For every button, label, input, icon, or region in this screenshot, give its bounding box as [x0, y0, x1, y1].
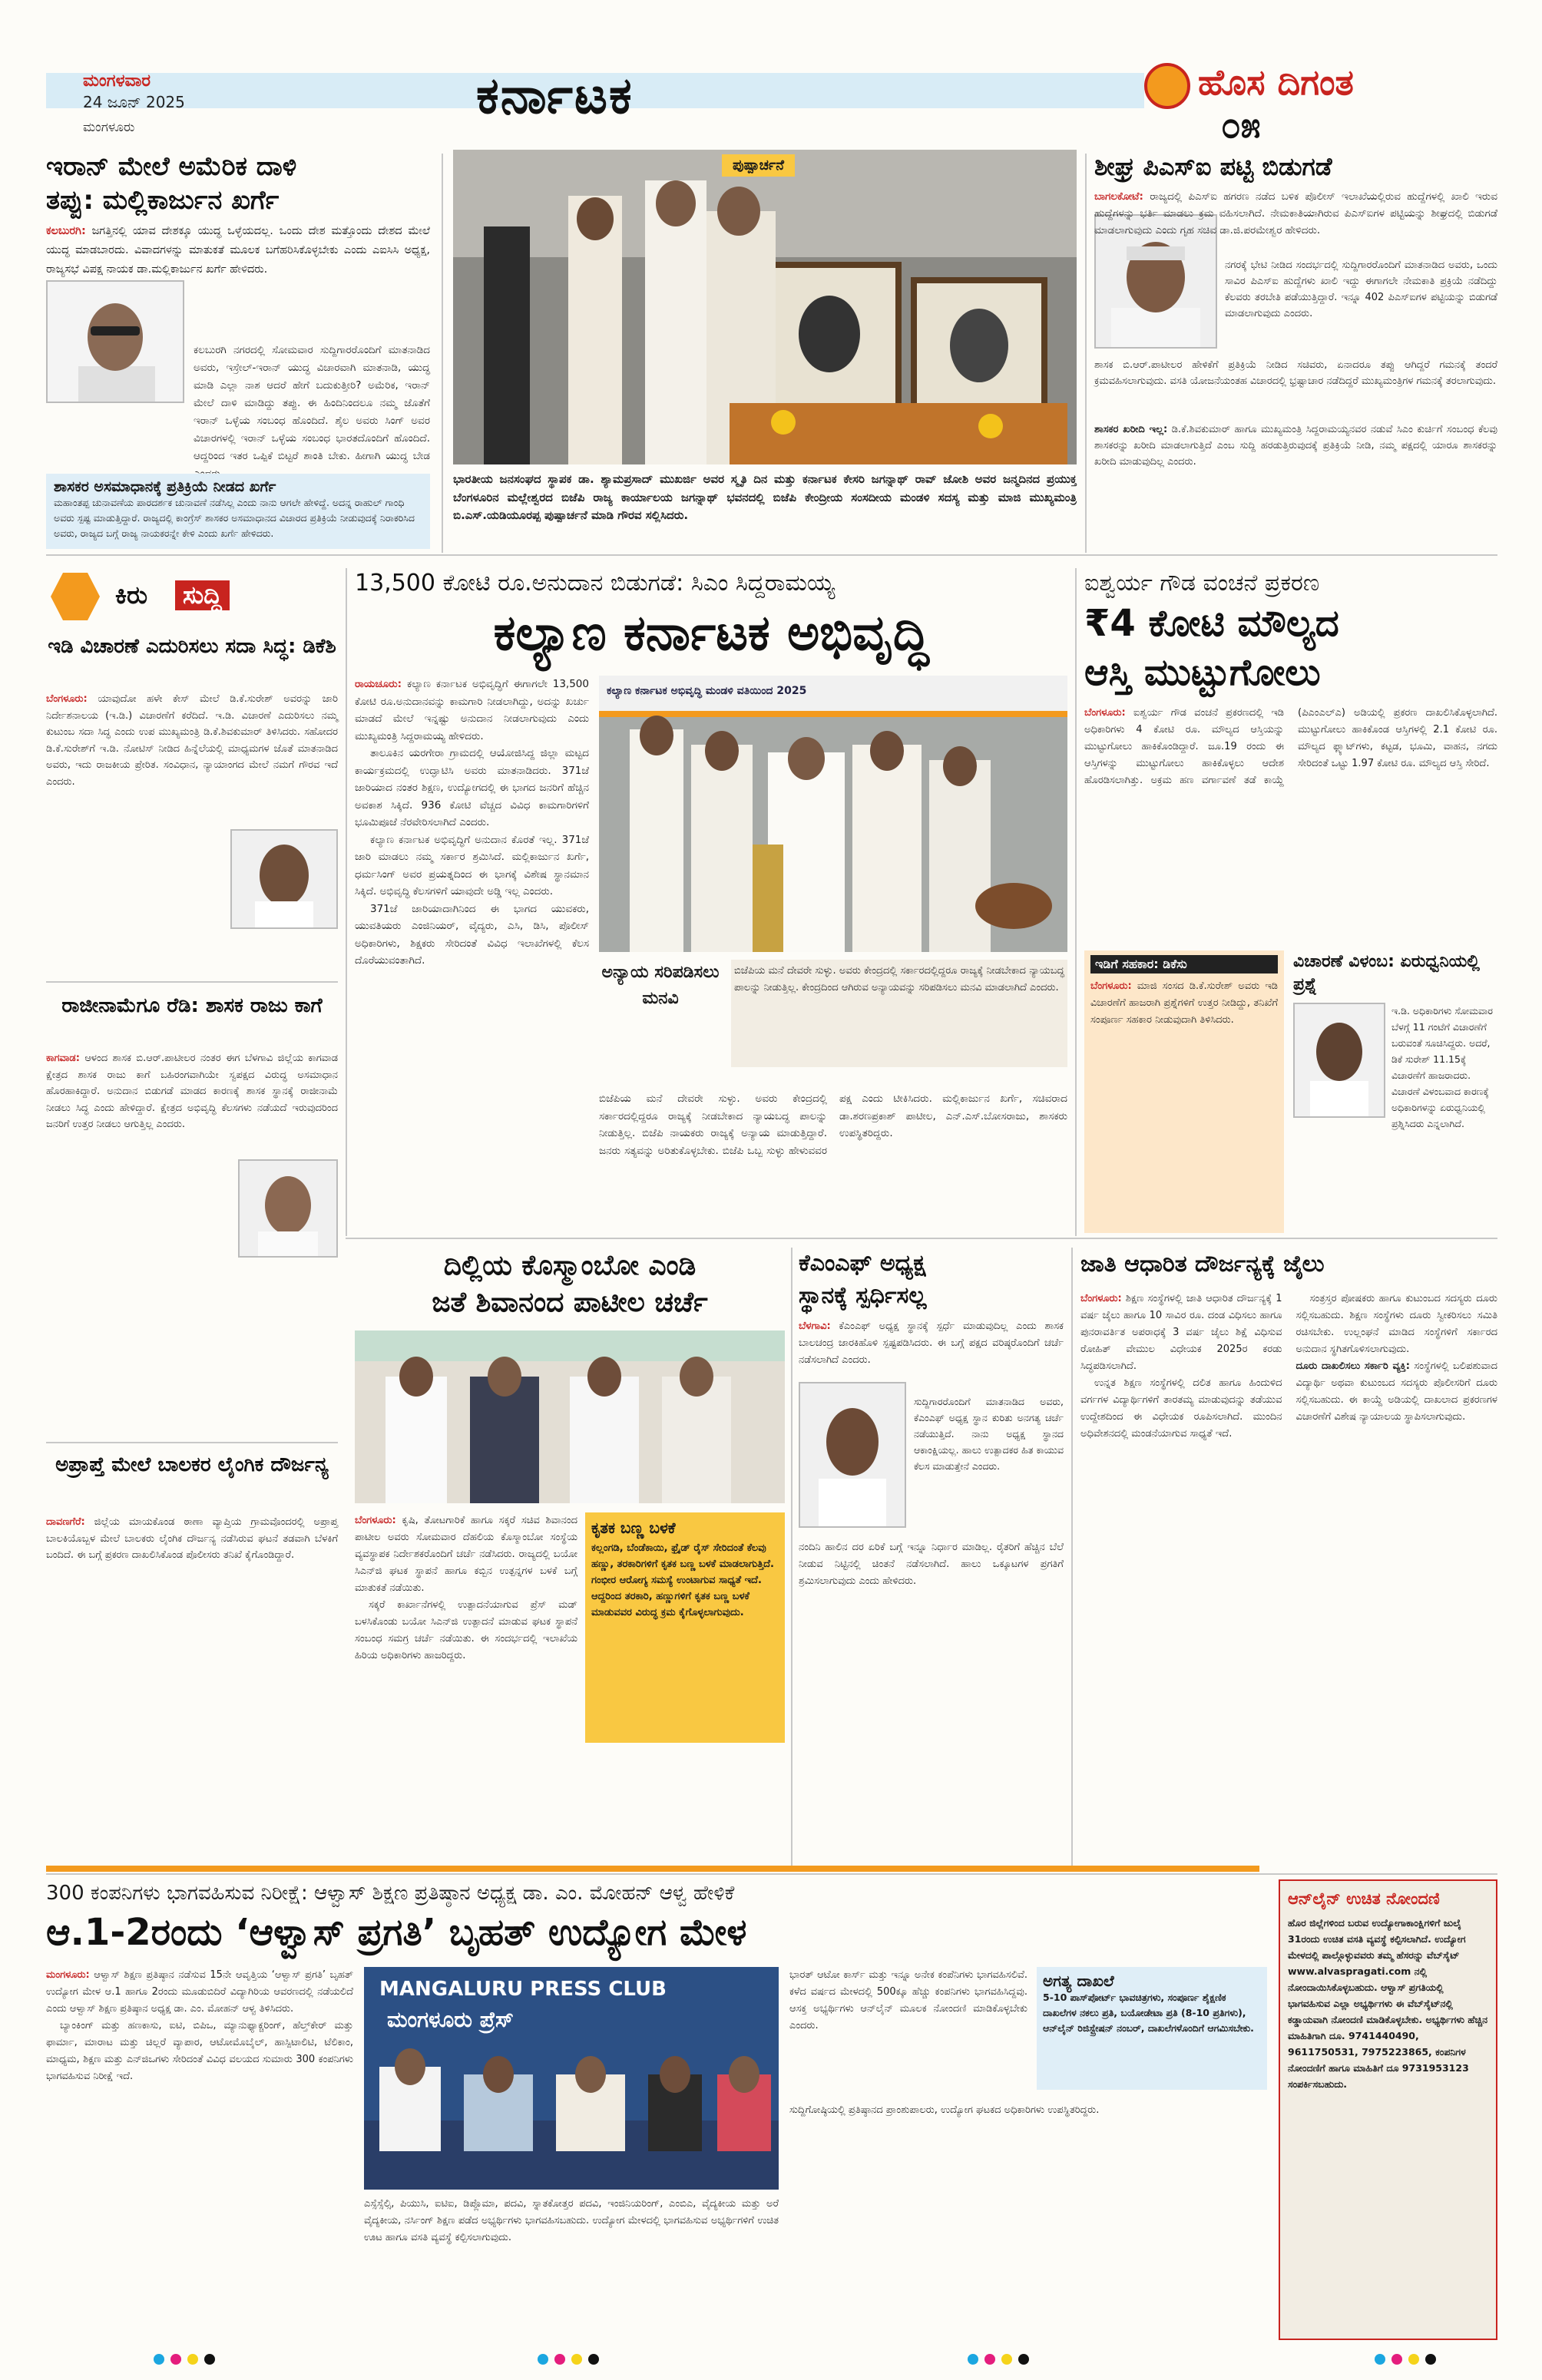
brief-title: ಇಡಿ ವಿಚಾರಣೆ ಎದುರಿಸಲು ಸದಾ ಸಿದ್ಧ: ಡಿಕೆಶಿ — [48, 635, 336, 658]
body-paragraph-2: ಕಲಬುರಗಿ ನಗರದಲ್ಲಿ ಸೋಮವಾರ ಸುದ್ದಿಗಾರರೊಂದಿಗೆ ಮಾತನಾಡಿದ ಅವರು, ಇಸ್ರೇಲ್-ಇರಾನ್ ಯುದ್ಧ ವಿಚಾರವಾಗಿ ಮಾತನಾಡಿ, ಯುದ್ಧ ಮಾಡಿ ಎಲ್ಲಾ ನಾಶ ಆದರೆ ಹೇಗೆ ಬದುಕುತ್ತೀರಿ? ಅಮೆರಿಕ, ಇರಾನ್ ಮೇಲೆ ದಾಳಿ ಮಾಡಿದ್ದು ತಪ್ಪು. ಈ ಹಿಂದಿನಿಂದಲೂ ನಮ್ಮ ಜೊತೆಗೆ ಇರಾನ್ ಒಳ್ಳೆಯ ಸಂಬಂಧ ಹೊಂದಿದೆ. ಶೈಲ ಅವರು ಸಿಂಗ್ ಅವರ ವಿಚಾರಗಳಲ್ಲಿ ಇರಾನ್ ಒಳ್ಳೆಯ ಸಂಬಂಧ ಭಾರತದೊಂದಿಗೆ ಹೊಂದಿದೆ. ಆದ್ದರಿಂದ ಇತರ ಒಪ್ಪಿಕೆ ಬಿಟ್ಟರೆ ಶಾಂತಿ ಬೇಕು. ಹೀಗಾಗಿ ಯುದ್ಧ ಬೇಡ — [194, 344, 430, 462]
para-1: ಶಿಕ್ಷಣ ಸಂಸ್ಥೆಗಳಲ್ಲಿ ಜಾತಿ ಆಧಾರಿತ ದೌರ್ಜನ್ಯಕ್ಕೆ 1 ವರ್ಷ ಜೈಲು ಹಾಗೂ 10 ಸಾವಿರ ರೂ. ದಂಡ ವಿಧಿಸಲು ಹಾಗೂ ಪುನರಾವರ್ತಿತ ಅಪರಾಧಕ್ಕೆ 3 ವರ್ಷ ಜೈಲು ಶಿಕ್ಷೆ ವಿಧಿಸುವ ರೋಹಿತ್ ವೇಮುಲ ವಿಧೇಯಕ 2025ರ ಕರಡು ಸಿದ್ಧಪಡಿಸಲಾಗಿದೆ. — [1080, 1293, 1282, 1372]
box-title: ಅಗತ್ಯ ದಾಖಲೆ — [1043, 1972, 1114, 1990]
headline: ಕೆಎಂಎಫ್ ಅಧ್ಯಕ್ಷ — [799, 1250, 926, 1277]
dateline-place: ಬೆಂಗಳೂರು: — [1084, 707, 1126, 719]
photo-caption: ಭಾರತೀಯ ಜನಸಂಘದ ಸ್ಥಾಪಕ ಡಾ. ಶ್ಯಾಮಪ್ರಸಾದ್ ಮುಖರ್ಜಿ ಅವರ ಸ್ಮೃತಿ ದಿನ ಮತ್ತು ಕರ್ನಾಟಕ ಕೇಸರಿ ಜಗನ್ನಾಥ್ ರಾವ್ ಜೋಶಿ ಅವರ ಜನ್ಮದಿನದ ಪ್ರಯುಕ್ತ ಬೆಂಗಳೂರಿನ ಮಲ್ಲೇಶ್ವರದ ಬಿಜೆಪಿ ರಾಜ್ಯ ಕಾರ್ಯಾಲಯ ಜಗನ್ನಾಥ್ ಭವನದಲ್ಲಿ ಬಿಜೆಪಿ ಕೇಂದ್ರೀಯ ಸಂಸದೀಯ ಮಂಡಳಿ ಸದಸ್ಯ ಮತ್ತು ಮಾಜಿ ಮುಖ್ಯಮಂತ್ರಿ ಬಿ.ಎಸ್.ಯಡಿಯೂರಪ್ಪ ಪುಷ್ಪಾರ್ಚನೆ ಮಾಡಿ ಗೌರವ ಸಲ್ಲಿಸಿದರು. — [453, 472, 1077, 522]
body-text-bottom: ನಂದಿನಿ ಹಾಲಿನ ದರ ಏರಿಕೆ ಬಗ್ಗೆ ಇನ್ನೂ ನಿರ್ಧಾರ ಮಾಡಿಲ್ಲ. ರೈತರಿಗೆ ಹೆಚ್ಚಿನ ಬೆಲೆ ನೀಡುವ ನಿಟ್ಟಿನಲ್ಲಿ ಚಿಂತನೆ ನಡೆಸಲಾಗಿದೆ. ಹಾಲು ಒಕ್ಕೂಟಗಳ ಪ್ರಗತಿಗೆ ಶ್ರಮಿಸಲಾಗುವುದು ಎಂದು ಹೇಳಿದರು. — [799, 1542, 1064, 1587]
body-col-4: ಸುದ್ದಿಗೋಷ್ಠಿಯಲ್ಲಿ ಪ್ರತಿಷ್ಠಾನದ ಪ್ರಾಂಶುಪಾಲರು, ಉದ್ಯೋಗ ಘಟಕದ ಅಧಿಕಾರಿಗಳು ಉಪಸ್ಥಿತರಿದ್ದರು. — [789, 2104, 1100, 2116]
para-1: ರಾಜ್ಯದಲ್ಲಿ ಪಿಎಸ್‌ಐ ಹಗರಣ ನಡೆದ ಬಳಿಕ ಪೊಲೀಸ್ ಇಲಾಖೆಯಲ್ಲಿರುವ ಹುದ್ದೆಗಳಲ್ಲಿ ಖಾಲಿ ಇರುವ ಹುದ್ದೆಗಳನ್ನು ಭರ್ತಿ ಮಾಡಲು ಕ್ರಮ ವಹಿಸಲಾಗಿದೆ. ನೇಮಕಾತಿಯಾಗಿರುವ ಪಿಎಸ್‌ಐಗಳ ಪಟ್ಟಿಯನ್ನು ಶೀಘ್ರದಲ್ಲಿ ಬಿಡುಗಡೆ ಮಾಡಲಾಗುವುದು ಎಂದು ಗೃಹ ಸಚಿವ ಡಾ.ಜಿ.ಪರಮೇಶ್ವರ ಹೇಳಿದರು. — [1094, 190, 1497, 236]
masthead-city: ಮಂಗಳೂರು — [83, 120, 135, 135]
body-text — [1084, 705, 1497, 943]
registration-marks — [0, 2349, 1542, 2372]
para-1: ಆಳ್ವಾಸ್ ಶಿಕ್ಷಣ ಪ್ರತಿಷ್ಠಾನ ನಡೆಸುವ 15ನೇ ಆವೃತ್ತಿಯ ‘ಆಳ್ವಾಸ್ ಪ್ರಗತಿ’ ಬೃಹತ್ ಉದ್ಯೋಗ ಮೇಳ ಆ.1 ಹಾಗೂ 2ರಂದು ಮೂಡುಬಿದಿರೆ ವಿದ್ಯಾಗಿರಿಯ ಆವರಣದಲ್ಲಿ ನಡೆಯಲಿದೆ ಎಂದು ಆಳ್ವಾಸ್ ಶಿಕ್ಷಣ ಪ್ರತಿಷ್ಠಾನ ಅಧ್ಯಕ್ಷ ಡಾ. ಎಂ. ಮೋಹನ್ ಆಳ್ವ ತಿಳಿಸಿದರು. — [46, 1969, 353, 2015]
brand-panel — [1144, 54, 1482, 146]
portrait-icon — [1295, 1004, 1384, 1116]
artificial-color-box — [585, 1512, 785, 1743]
side-text: ಇ.ಡಿ. ಅಧಿಕಾರಿಗಳು ಸೋಮವಾರ ಬೆಳಗ್ಗೆ 11 ಗಂಟೆಗೆ ವಿಚಾರಣೆಗೆ ಬರುವಂತೆ ಸೂಚಿಸಿದ್ದರು. ಅದರೆ, ಡಿಕೆ ಸುರೇಶ್ 11.15ಕ್ಕೆ ವಿಚಾರಣೆಗೆ ಹಾಜರಾದರು. ವಿಚಾರಣೆ ವಿಳಂಬವಾದ ಕಾರಣಕ್ಕೆ ಅಧಿಕಾರಿಗಳನ್ನು ಏರುಧ್ವನಿಯಲ್ಲಿ ಪ್ರಶ್ನಿಸಿದರು ಎನ್ನಲಾಗಿದೆ. — [1391, 1005, 1494, 1129]
box-text: ಕಲ್ಲಂಗಡಿ, ಬೆಂಡೆಕಾಯಿ, ಫ್ರೈಡ್ ರೈಸ್ ಸೇರಿದಂತೆ ಕೆಲವು ಹಣ್ಣು, ತರಕಾರಿಗಳಿಗೆ ಕೃತಕ ಬಣ್ಣ ಬಳಕೆ ಮಾಡಲಾಗುತ್ತಿದೆ. ಗಂಭೀರ ಆರೋಗ್ಯ ಸಮಸ್ಯೆ ಉಂಟಾಗುವ ಸಾಧ್ಯತೆ ಇದೆ. ಆದ್ದರಿಂದ ತರಕಾರಿ, ಹಣ್ಣುಗಳಿಗೆ ಕೃತಕ ಬಣ್ಣ ಬಳಕೆ ಮಾಡುವವರ ವಿರುದ್ಧ ಕ್ರಮ ಕೈಗೊಳ್ಳಲಾಗುವುದು. — [591, 1542, 774, 1618]
story-psi — [1094, 150, 1497, 549]
color-dot — [154, 2354, 164, 2365]
headline: ಶೀಘ್ರ ಪಿಎಸ್‌ಐ ಪಟ್ಟಿ ಬಿಡುಗಡೆ — [1094, 152, 1332, 181]
masthead-date: 24 ಜೂನ್ 2025 — [83, 93, 185, 111]
kharge-subbox — [46, 474, 430, 549]
brief-text-2 — [46, 1050, 338, 1327]
kicker: 300 ಕಂಪನಿಗಳು ಭಾಗವಹಿಸುವ ನಿರೀಕ್ಷೆ: ಆಳ್ವಾಸ್ ಶಿಕ್ಷಣ ಪ್ರತಿಷ್ಠಾನ ಅಧ್ಯಕ್ಷ ಡಾ. ಎಂ. ಮೋಹನ್ ಆಳ್ವ ಹೇಳಿಕೆ — [46, 1882, 735, 1905]
box-title: ಕೃತಕ ಬಣ್ಣ ಬಳಕೆ — [591, 1519, 676, 1537]
side-title: ವಿಚಾರಣೆ ವಿಳಂಬ: ಏರುಧ್ವನಿಯಲ್ಲಿ ಪ್ರಶ್ನೆ — [1293, 952, 1480, 994]
subhead-text: ಡಿ.ಕೆ.ಶಿವಕುಮಾರ್ ಹಾಗೂ ಮುಖ್ಯಮಂತ್ರಿ ಸಿದ್ದರಾಮಯ್ಯನವರ ನಡುವೆ ಸಿಎಂ ಕುರ್ಚಿಗೆ ಸಂಬಂಧ ಕೆಲವು ಶಾಸಕರನ್ನು ಖರೀದಿ ಮಾಡಲಾಗುತ್ತಿದೆ ಎಂಬ ಸುದ್ದಿ ಹರಡುತ್ತಿರುವುದಕ್ಕೆ ಪ್ರತಿಕ್ರಿಯೆ ನೀಡಿ, ನಮ್ಮ ಪಕ್ಷದಲ್ಲಿ ಯಾರೂ ಶಾಸಕರನ್ನು ಖರೀದಿ ಮಾಡುವುದಿಲ್ಲ ಎಂದರು. — [1094, 424, 1497, 468]
body-paragraph-2: ನಗರಕ್ಕೆ ಭೇಟಿ ನೀಡಿದ ಸಂದರ್ಭದಲ್ಲಿ ಸುದ್ದಿಗಾರರೊಂದಿಗೆ ಮಾತನಾಡಿದ ಅವರು, ಒಂದು ಸಾವಿರ ಪಿಎಸ್‌ಐ ಹುದ್ದೆಗಳು ಖಾಲಿ ಇದ್ದು ಈಗಾಗಲೇ ನೇಮಕಾತಿ ಪ್ರಕ್ರಿಯೆ ನಡೆದಿದ್ದು ಕೆಲವರು ತರಬೇತಿ ಪಡೆಯುತ್ತಿದ್ದಾರೆ. ಇನ್ನೂ 402 ಪಿಎಸ್‌ಐಗಳ ಪಟ್ಟಿಯನ್ನು ಬಿಡುಗಡೆ ಮಾಡಲಾಗುವುದು ಎಂದರು. — [1225, 259, 1497, 319]
color-dot — [571, 2354, 582, 2365]
headline: ಜಾತಿ ಆಧಾರಿತ ದೌರ್ಜನ್ಯಕ್ಕೆ ಜೈಲು — [1080, 1251, 1325, 1278]
para-2: ಬ್ಯಾಂಕಿಂಗ್ ಮತ್ತು ಹಣಕಾಸು, ಐಟಿ, ಬಿಪಿಒ, ಮ್ಯಾನುಫ್ಯಾಕ್ಚರಿಂಗ್, ಹೆಲ್ತ್‌ಕೇರ್ ಮತ್ತು ಫಾರ್ಮಾ, ಮಾರಾಟ ಮತ್ತು ಚಿಲ್ಲರೆ ವ್ಯಾಪಾರ, ಆಟೋಮೊಬೈಲ್, ಹಾಸ್ಪಿಟಾಲಿಟಿ, ಟೆಲಿಕಾಂ, ಮಾಧ್ಯಮ, ಶಿಕ್ಷಣ ಮತ್ತು ಎನ್‌ಜಿಒಗಳು ಸೇರಿದಂತೆ ವಿವಿಧ ವಲಯದ ಸುಮಾರು 300 ಕಂಪನಿಗಳು ಭಾಗವಹಿಸುವ ನಿರೀಕ್ಷೆ ಇದೆ. — [46, 2020, 353, 2082]
documents-box — [1037, 1967, 1267, 2090]
brief-title-2: ರಾಜೀನಾಮೆಗೂ ರೆಡಿ: ಶಾಸಕ ರಾಜು ಕಾಗೆ — [61, 994, 323, 1017]
label-a: ಕಿರು — [115, 580, 148, 610]
story-kharge — [46, 150, 430, 549]
story-cosmo — [355, 1248, 785, 1869]
registration-box — [1279, 1879, 1497, 2340]
color-dot — [1408, 2354, 1419, 2365]
body-col-1 — [355, 1512, 577, 1866]
dateline-place: ಬಾಗಲಕೋಟೆ: — [1094, 190, 1143, 203]
brief-text-3 — [46, 1514, 338, 1821]
dateline-place: ಮಂಗಳೂರು: — [46, 1969, 90, 1981]
body-col-3: ಭಾರತ್ ಆಟೋ ಕಾರ್ಸ್ ಮತ್ತು ಇನ್ನೂ ಅನೇಕ ಕಂಪೆನಿಗಳು ಭಾಗವಹಿಸಲಿವೆ. ಕಳೆದ ವರ್ಷದ ಮೇಳದಲ್ಲಿ 500ಕ್ಕೂ ಹೆಚ್ಚು ಕಂಪನಿಗಳು ಭಾಗವಹಿಸಿದ್ದವು. ಆಸಕ್ತ ಅಭ್ಯರ್ಥಿಗಳು ಆನ್‌ಲೈನ್ ಮೂಲಕ ನೋಂದಣಿ ಮಾಡಿಕೊಳ್ಳಬೇಕು ಎಂದರು. — [789, 1969, 1027, 2031]
headline-line2: ಜತೆ ಶಿವಾನಂದ ಪಾಟೀಲ ಚರ್ಚೆ — [432, 1287, 708, 1318]
subhead-text: ಮಹಾಂತಪ್ಪ ಚುನಾವಣೆಯ ಪಾರದರ್ಶಕ ಚುನಾವಣೆ ನಡೆಸಿಲ್ಲ ಎಂದು ನಾನು ಆಗಲೇ ಹೇಳಿದ್ದೆ. ಅದನ್ನ ರಾಹುಲ್ ಗಾಂಧಿ ಅವರು ಸ್ಪಷ್ಟ ಮಾಡುತ್ತಿದ್ದಾರೆ. ರಾಜ್ಯದಲ್ಲಿ ಕಾಂಗ್ರೆಸ್ ಶಾಸಕರ ಅಸಮಾಧಾನದ ವಿಚಾರದ ಪ್ರತಿಕ್ರಿಯೆ ನೀಡುವುದಕ್ಕೆ ನಿರಾಕರಿಸಿದ ಅವರು, ರಾಜ್ಯದ ಬಗ್ಗೆ ರಾಜ್ಯ ನಾಯಕರನ್ನೇ ಕೇಳಿ ಎಂದು ಖರ್ಗೆ ಹೇಳಿದರು. — [54, 497, 415, 539]
pull-quote-box — [599, 960, 722, 1083]
subsection — [1296, 1358, 1498, 1426]
reg-title: ಆನ್‌ಲೈನ್ ಉಚಿತ ನೋಂದಣಿ — [1288, 1889, 1440, 1908]
dksu-box — [1084, 950, 1284, 1233]
box-text: 5-10 ಪಾಸ್‌ಪೋರ್ಟ್ ಭಾವಚಿತ್ರಗಳು, ಸಂಪೂರ್ಣ ಶೈಕ್ಷಣಿಕ ದಾಖಲೆಗಳ ನಕಲು ಪ್ರತಿ, ಬಯೋಡೇಟಾ ಪ್ರತಿ (8-10 ಪ್ರತಿಗಳು), ಆನ್‌ಲೈನ್ ರಿಜಿಸ್ಟ್ರೇಷನ್ ನಂಬರ್, ದಾಖಲೆಗಳೊಂದಿಗೆ ಆಗಮಿಸಬೇಕು. — [1043, 1992, 1254, 2034]
color-dot — [554, 2354, 565, 2365]
box-text — [1090, 978, 1278, 1029]
meeting-scene-icon — [355, 1330, 785, 1503]
photo-sign-en: MANGALURU PRESS CLUB — [379, 1978, 667, 2001]
lead-column-2: ಬಿಜೆಪಿಯ ಮನೆ ದೇವರೇ ಸುಳ್ಳು. ಅವರು ಕೇಂದ್ರದಲ್ಲಿ ಸರ್ಕಾರದಲ್ಲಿದ್ದರೂ ರಾಜ್ಯಕ್ಕೆ ನೀಡಬೇಕಾದ ನ್ಯಾಯಬದ್ಧ ಪಾಲನ್ನು ನೀಡುತ್ತಿಲ್ಲ. ಬಿಜೆಪಿ ನಾಯಕರು ರಾಜ್ಯಕ್ಕೆ ಅನ್ಯಾಯ ಮಾಡುತ್ತಿದ್ದಾರೆ. ಜನರು ಸತ್ಯವನ್ನು ಅರಿತುಕೊಳ್ಳಬೇಕು. ಬಿಜೆಪಿ ಒಬ್ಬ ಸುಳ್ಳು ಹೇಳುವವರ ಪಕ್ಷ ಎಂದು ಟೀಕಿಸಿದರು. ಮಲ್ಲಿಕಾರ್ಜುನ ಖರ್ಗೆ, ಸಚಿವರಾದ ಡಾ.ಶರಣಪ್ರಕಾಶ್ ಪಾಟೀಲ, ಎನ್.ಎಸ್.ಬೋಸರಾಜು, ಶಾಸಕರು ಉಪಸ್ಥಿತರಿದ್ದರು. — [599, 1092, 1067, 1157]
para-2: ಮುಟ್ಟುಗೋಲು ಹಾಕಿಕೊಂಡ ಆಸ್ತಿಗಳಲ್ಲಿ 2.1 ಕೋಟಿ ರೂ. ಮೌಲ್ಯದ ಫ್ಲ್ಯಾಟ್‌ಗಳು, ಕಟ್ಟಡ, ಭೂಮಿ, ವಾಹನ, ನಗದು ಸೇರಿದಂತೆ ಒಟ್ಟು 1.97 ಕೋಟಿ ರೂ. ಮೌಲ್ಯದ ಆಸ್ತಿ ಸೇರಿದೆ. — [1298, 724, 1497, 769]
headline-line2: ತಪ್ಪು: ಮಲ್ಲಿಕಾರ್ಜುನ ಖರ್ಗೆ — [46, 185, 280, 216]
story-kmf — [799, 1248, 1064, 1869]
color-dot — [968, 2354, 978, 2365]
masthead — [0, 0, 1542, 154]
brief-body: ಯಾವುದೋ ಹಳೇ ಕೇಸ್ ಮೇಲೆ ಡಿ.ಕೆ.ಸುರೇಶ್ ಅವರನ್ನು ಜಾರಿ ನಿರ್ದೇಶನಾಲಯ (ಇ.ಡಿ.) ವಿಚಾರಣೆಗೆ ಕರೆದಿದೆ. ಇ.ಡಿ. ವಿಚಾರಣೆ ಎದುರಿಸಲು ನಮ್ಮ ಕುಟುಂಬ ಸದಾ ಸಿದ್ಧ ಎಂದು ಉಪ ಮುಖ್ಯಮಂತ್ರಿ ಡಿ.ಕೆ.ಶಿವಕುಮಾರ್ ತಿಳಿಸಿದರು. ಸಹೋದರ ಡಿ.ಕೆ.ಸುರೇಶ್‌ಗೆ ಇ.ಡಿ. ನೋಟಿಸ್ ನೀಡಿದ ಹಿನ್ನೆಲೆಯಲ್ಲಿ ಮಾಧ್ಯಮಗಳ ಜೊತೆ ಮಾತನಾಡಿದ ಅವರು, ಇದು ರಾಜಕೀಯ ಪ್ರೇರಿತ. ಸಂವಿಧಾನ, ನ್ಯಾಯಾಂಗದ ಮೇಲೆ ನಮಗೆ ಗೌರವ ಇದೆ ಎಂದರು. — [46, 693, 338, 788]
headline-line2: ಸ್ಥಾನಕ್ಕೆ ಸ್ಪರ್ಧಿಸಲ್ಲ — [799, 1282, 927, 1309]
story-aishwarya — [1084, 568, 1497, 1233]
headline: ದಿಲ್ಲಿಯ ಕೊಸ್ಮಾಂಬೋ ಎಂಡಿ — [443, 1250, 697, 1281]
section-title: ಕರ್ನಾಟಕ — [476, 66, 634, 125]
para-2: ಉನ್ನತ ಶಿಕ್ಷಣ ಸಂಸ್ಥೆಗಳಲ್ಲಿ ದಲಿತ ಹಾಗೂ ಹಿಂದುಳಿದ ವರ್ಗಗಳ ವಿದ್ಯಾರ್ಥಿಗಳಿಗೆ ತಾರತಮ್ಯ ಮಾಡುವುದನ್ನು ತಡೆಯುವ ಉದ್ದೇಶದಿಂದ ಈ ವಿಧೇಯಕ ರೂಪಿಸಲಾಗಿದೆ. ಮುಂದಿನ ಅಧಿವೇಶನದಲ್ಲಿ ಮಂಡನೆಯಾಗುವ ಸಾಧ್ಯತೆ ಇದೆ. — [1080, 1377, 1282, 1440]
kiru-suddi-column — [46, 568, 338, 1827]
headline-line2: ಆಸ್ತಿ ಮುಟ್ಟುಗೋಲು — [1084, 651, 1321, 694]
cosmo-photo — [355, 1330, 785, 1503]
subsection — [1094, 421, 1497, 549]
body-paragraph — [1094, 188, 1497, 239]
kharge-photo — [46, 280, 184, 403]
color-dot — [1425, 2354, 1436, 2365]
kiru-suddi-banner — [46, 568, 338, 625]
para-1: ಕೆಎಂಎಫ್ ಅಧ್ಯಕ್ಷ ಸ್ಥಾನಕ್ಕೆ ಸ್ಪರ್ಧೆ ಮಾಡುವುದಿಲ್ಲ ಎಂದು ಶಾಸಕ ಬಾಲಚಂದ್ರ ಜಾರಕಿಹೊಳಿ ಸ್ಪಷ್ಟಪಡಿಸಿದರು. ಈ ಬಗ್ಗೆ ಪಕ್ಷದ ವರಿಷ್ಠರೊಂದಿಗೆ ಚರ್ಚೆ ನಡೆಸಲಾಗಿದೆ ಎಂದರು. — [799, 1321, 1064, 1366]
color-dot — [984, 2354, 995, 2365]
dateline-place: ಬೆಂಗಳೂರು: — [46, 693, 88, 705]
subhead: ಶಾಸಕರ ಅಸಮಾಧಾನಕ್ಕೆ ಪ್ರತಿಕ್ರಿಯೆ ನೀಡದ ಖರ್ಗೆ — [54, 478, 276, 495]
lead-photo — [599, 676, 1067, 952]
color-dot — [1018, 2354, 1029, 2365]
subhead: ಶಾಸಕರ ಖರೀದಿ ಇಲ್ಲ: — [1094, 424, 1168, 435]
brief-text — [46, 691, 338, 967]
headline: ಆ.1-2ರಂದು ‘ಆಳ್ವಾಸ್ ಪ್ರಗತಿ’ ಬೃಹತ್ ಉದ್ಯೋಗ ಮೇಳ — [46, 1911, 747, 1954]
color-dot — [170, 2354, 181, 2365]
body-text-side: ಸುದ್ದಿಗಾರರೊಂದಿಗೆ ಮಾತನಾಡಿದ ಅವರು, ಕೆಎಂಎಫ್ ಅಧ್ಯಕ್ಷ ಸ್ಥಾನ ಕುರಿತು ಅನಗತ್ಯ ಚರ್ಚೆ ನಡೆಯುತ್ತಿದೆ. ನಾನು ಅಧ್ಯಕ್ಷ ಸ್ಥಾನದ ಆಕಾಂಕ್ಷಿಯಲ್ಲ. ಹಾಲು ಉತ್ಪಾದಕರ ಹಿತ ಕಾಯುವ ಕೆಲಸ ಮಾಡುತ್ತೇನೆ ಎಂದರು. — [914, 1396, 1064, 1472]
body-col-2: ಎಸ್ಸೆಸ್ಸೆಲ್ಸಿ, ಪಿಯುಸಿ, ಐಟಿಐ, ಡಿಪ್ಲೊಮಾ, ಪದವಿ, ಸ್ನಾತಕೋತ್ತರ ಪದವಿ, ಇಂಜಿನಿಯರಿಂಗ್, ಎಂಬಿಎ, ವೈದ್ಯಕೀಯ ಮತ್ತು ಅರೆ ವೈದ್ಯಕೀಯ, ನರ್ಸಿಂಗ್ ಶಿಕ್ಷಣ ಪಡೆದ ಅಭ್ಯರ್ಥಿಗಳು ಭಾಗವಹಿಸಬಹುದು. ಉದ್ಯೋಗ ಮೇಳದಲ್ಲಿ ಭಾಗವಹಿಸುವ ಅಭ್ಯರ್ಥಿಗಳಿಗೆ ಉಚಿತ ಊಟ ಹಾಗೂ ವಸತಿ ವ್ಯವಸ್ಥೆ ಕಲ್ಪಿಸಲಾಗುವುದು. — [364, 2198, 779, 2243]
body-paragraph-3: ಶಾಸಕ ಬಿ.ಆರ್.ಪಾಟೀಲರ ಹೇಳಿಕೆಗೆ ಪ್ರತಿಕ್ರಿಯೆ ನೀಡಿದ ಸಚಿವರು, ಏನಾದರೂ ತಪ್ಪು ಆಗಿದ್ದರೆ ಗಮನಕ್ಕೆ ತಂದರೆ ಕ್ರಮವಹಿಸಲಾಗುವುದು. ವಸತಿ ಯೋಜನೆಯಂತಹ ವಿಚಾರದಲ್ಲಿ ಭ್ರಷ್ಟಾಚಾರ ನಡೆದಿದ್ದರೆ ಮುಖ್ಯಮಂತ್ರಿಗಳ ಗಮನಕ್ಕೆ ತರಲಾಗುವುದು. — [1094, 359, 1497, 387]
headline: ₹4 ಕೋಟಿ ಮೌಲ್ಯದ — [1084, 602, 1339, 645]
photo-sign-kn: ಮಂಗಳೂರು ಪ್ರೆಸ್ — [387, 2007, 514, 2032]
lead-headline: ಕಲ್ಯಾಣ ಕರ್ನಾಟಕ ಅಭಿವೃದ್ಧಿ — [493, 605, 929, 662]
para-4: 371ಜೆ ಜಾರಿಯಾದಾಗಿನಿಂದ ಈ ಭಾಗದ ಯುವಕರು, ಯುವತಿಯರು ಎಂಜಿನಿಯರ್, ವೈದ್ಯರು, ಎಸಿ, ಡಿಸಿ, ಪೊಲೀಸ್ ಅಧಿಕಾರಿಗಳು, ಶಿಕ್ಷಕರು ಸೇರಿದಂತೆ ವಿವಿಧ ಇಲಾಖೆಗಳಲ್ಲಿ ಕೆಲಸ ದೊರೆಯುವಂತಾಗಿದೆ. — [355, 902, 589, 967]
center-photo-block — [453, 150, 1077, 549]
dateline-place: ಬೆಳಗಾವಿ: — [799, 1321, 831, 1332]
subhead: ದೂರು ದಾಖಲಿಸಲು ಸರ್ಕಾರಿ ವ್ಯಕ್ತಿ: — [1295, 1360, 1411, 1372]
box-title: ಇಡಿಗೆ ಸಹಕಾರ: ಡಿಕೆಸು — [1090, 955, 1278, 973]
dateline-place: ಬೆಂಗಳೂರು: — [1090, 980, 1132, 992]
reg-text: ಹೊರ ಜಿಲ್ಲೆಗಳಿಂದ ಬರುವ ಉದ್ಯೋಗಾಕಾಂಕ್ಷಿಗಳಿಗೆ ಜುಲೈ 31ರಂದು ಉಚಿತ ವಸತಿ ವ್ಯವಸ್ಥೆ ಕಲ್ಪಿಸಲಾಗಿದೆ. ಉದ್ಯೋಗ ಮೇಳದಲ್ಲಿ ಪಾಲ್ಗೊಳ್ಳುವವರು ತಮ್ಮ ಹೆಸರನ್ನು ವೆಬ್‌ಸೈಟ್ www.alvaspragati.com ನಲ್ಲಿ ನೋಂದಾಯಿಸಿಕೊಳ್ಳಬಹುದು. ಆಳ್ವಾಸ್ ಪ್ರಗತಿಯಲ್ಲಿ ಭಾಗವಹಿಸುವ ಎಲ್ಲಾ ಅಭ್ಯರ್ಥಿಗಳು ಈ ವೆಬ್‌ಸೈಟ್‌ನಲ್ಲಿ ಕಡ್ಡಾಯವಾಗಿ ನೋಂದಣಿ ಮಾಡಿಕೊಳ್ಳಬೇಕು. ಅಭ್ಯರ್ಥಿಗಳು ಹೆಚ್ಚಿನ ಮಾಹಿತಿಗಾಗಿ ದೂ. 9741440490, 9611750531, 7975223865, ಕಂಪನಿಗಳ ನೋಂದಣಿಗೆ ಹಾಗೂ ಮಾಹಿತಿಗೆ ದೂ 9731953123 ಸಂಪರ್ಕಿಸಬಹುದು. — [1288, 1917, 1488, 2090]
dateline-place: ಕಲಬುರಗಿ: — [46, 225, 86, 237]
brand-logo-icon — [1144, 63, 1190, 109]
label-b: ಸುದ್ದಿ — [175, 580, 230, 610]
hand-icon — [51, 573, 100, 620]
lead-column-1 — [355, 676, 589, 1228]
press-club-photo — [364, 1967, 779, 2190]
portrait-icon — [800, 1383, 905, 1526]
suresh-photo — [1293, 1003, 1385, 1118]
dateline-place: ದಾವಣಗೆರೆ: — [46, 1516, 85, 1528]
dateline-place: ಬೆಂಗಳೂರು: — [1080, 1293, 1122, 1304]
masthead-day: ಮಂಗಳವಾರ — [83, 71, 151, 91]
story-job-fair — [46, 1879, 1267, 2340]
brief-title-3: ಅಪ್ರಾಪ್ತೆ ಮೇಲೆ ಬಾಲಕರ ಲೈಂಗಿಕ ದೌರ್ಜನ್ಯ — [55, 1453, 329, 1476]
color-dot — [588, 2354, 599, 2365]
subhead-text: ಸಂಸ್ಥೆಗಳಲ್ಲಿ ಬಲಿಪಶುವಾದ ವಿದ್ಯಾರ್ಥಿ ಅಥವಾ ಕುಟುಂಬದ ಸದಸ್ಯರು ಪೊಲೀಸರಿಗೆ ದೂರು ಸಲ್ಲಿಸಬಹುದು. ಈ ಕಾಯ್ದೆ ಅಡಿಯಲ್ಲಿ ದಾಖಲಾದ ಪ್ರಕರಣಗಳ ವಿಚಾರಣೆಗೆ ವಿಶೇಷ ನ್ಯಾಯಾಲಯ ಸ್ಥಾಪಿಸಲಾಗುವುದು. — [1295, 1360, 1497, 1423]
headline: ಇರಾನ್ ಮೇಲೆ ಅಮೆರಿಕ ದಾಳಿ — [46, 151, 297, 182]
para-3: ಕಲ್ಯಾಣ ಕರ್ನಾಟಕ ಅಭಿವೃದ್ಧಿಗೆ ಅನುದಾನ ಕೊರತೆ ಇಲ್ಲ. 371ಜೆ ಜಾರಿ ಮಾಡಲು ನಮ್ಮ ಸರ್ಕಾರ ಶ್ರಮಿಸಿದೆ. ಮಲ್ಲಿಕಾರ್ಜುನ ಖರ್ಗೆ, ಧರ್ಮಸಿಂಗ್ ಅವರ ಪ್ರಯತ್ನದಿಂದ ಈ ಭಾಗಕ್ಕೆ ವಿಶೇಷ ಸ್ಥಾನಮಾನ ಸಿಕ್ಕಿದೆ. ಅಭಿವೃದ್ಧಿ ಕೆಲಸಗಳಿಗೆ ಯಾವುದೇ ಅಡ್ಡಿ ಇಲ್ಲ ಎಂದರು. — [355, 833, 589, 897]
kicker: ಐಶ್ವರ್ಯ ಗೌಡ ವಂಚನೆ ಪ್ರಕರಣ — [1084, 570, 1320, 597]
dateline — [46, 222, 430, 279]
box-body: ಮಾಜಿ ಸಂಸದ ಡಿ.ಕೆ.ಸುರೇಶ್ ಅವರು ಇಡಿ ವಿಚಾರಣೆಗೆ ಹಾಜರಾಗಿ ಪ್ರಶ್ನೆಗಳಿಗೆ ಉತ್ತರ ನೀಡಿದ್ದು, ತನಿಖೆಗೆ ಸಂಪೂರ್ಣ ಸಹಕಾರ ನೀಡುವುದಾಗಿ ತಿಳಿಸಿದರು. — [1090, 980, 1278, 1026]
photo-badge: ಪುಷ್ಪಾರ್ಚನೆ — [722, 154, 795, 177]
para-2: ಸಕ್ಕರೆ ಕಾರ್ಖಾನೆಗಳಲ್ಲಿ ಉತ್ಪಾದನೆಯಾಗುವ ಪ್ರೆಸ್ ಮಡ್ ಬಳಸಿಕೊಂಡು ಬಯೋ ಸಿಎನ್‌ಜಿ ಉತ್ಪಾದನೆ ಮಾಡುವ ಘಟಕ ಸ್ಥಾಪನೆ ಸಂಬಂಧ ಸಮಗ್ರ ಚರ್ಚೆ ನಡೆಯಿತು. ಈ ಸಂದರ್ಭದಲ್ಲಿ ಇಲಾಖೆಯ ಹಿರಿಯ ಅಧಿಕಾರಿಗಳು ಹಾಜರಿದ್ದರು. — [355, 1599, 577, 1661]
dateline-place: ರಾಯಚೂರು: — [355, 678, 402, 690]
photo-banner-text: ಕಲ್ಯಾಣ ಕರ್ನಾಟಕ ಅಭಿವೃದ್ಧಿ ಮಂಡಳಿ ವತಿಯಿಂದ 2025 — [607, 685, 807, 697]
para-1: ಐಶ್ವರ್ಯ ಗೌಡ ವಂಚನೆ ಪ್ರಕರಣದಲ್ಲಿ ಇಡಿ ಅಧಿಕಾರಿಗಳು 4 ಕೋಟಿ ರೂ. ಮೌಲ್ಯದ ಆಸ್ತಿಯನ್ನು ಮುಟ್ಟುಗೋಲು ಹಾಕಿಕೊಂಡಿದ್ದಾರೆ. ಜೂ.19 ರಂದು ಈ ಆಸ್ತಿಗಳನ್ನು ಮುಟ್ಟುಗೋಲು ಹಾಕಿಕೊಳ್ಳಲು ಆದೇಶ ಹೊರಡಿಸಲಾಗಿತ್ತು. ಅಕ್ರಮ ಹಣ ವರ್ಗಾವಣೆ ತಡೆ ಕಾಯ್ದೆ (ಪಿಎಂಎಲ್‌ಎ) ಅಡಿಯಲ್ಲಿ ಪ್ರಕರಣ ದಾಖಲಿಸಿಕೊಳ್ಳಲಾಗಿದೆ. — [1084, 707, 1497, 786]
color-dot — [1001, 2354, 1012, 2365]
lamp-lighting-scene-icon — [599, 676, 1067, 952]
color-dot — [187, 2354, 198, 2365]
dateline-place: ಬೆಂಗಳೂರು: — [355, 1515, 396, 1526]
tribute-photo — [453, 150, 1077, 464]
para-1: ಕೃಷಿ, ತೋಟಗಾರಿಕೆ ಹಾಗೂ ಸಕ್ಕರೆ ಸಚಿವ ಶಿವಾನಂದ ಪಾಟೀಲ ಅವರು ಸೋಮವಾರ ದೆಹಲಿಯ ಕೊಸ್ಮಾಂಬೋ ಸಂಸ್ಥೆಯ ವ್ಯವಸ್ಥಾಪಕ ನಿರ್ದೇಶಕರೊಂದಿಗೆ ಚರ್ಚೆ ನಡೆಸಿದರು. ರಾಜ್ಯದಲ್ಲಿ ಬಯೋ ಸಿಎನ್‌ಜಿ ಘಟಕ ಸ್ಥಾಪನೆ ಹಾಗೂ ಕಬ್ಬಿನ ಉತ್ಪನ್ನಗಳ ಬಳಕೆ ಬಗ್ಗೆ ಮಾತುಕತೆ ನಡೆಯಿತು. — [355, 1515, 577, 1594]
para-1: ಕಲ್ಯಾಣ ಕರ್ನಾಟಕ ಅಭಿವೃದ್ಧಿಗೆ ಈಗಾಗಲೇ 13,500 ಕೋಟಿ ರೂ.ಅನುದಾನವನ್ನು ಕಾಮಗಾರಿ ನೀಡಲಾಗಿದ್ದು, ಅದನ್ನು ಖರ್ಚು ಮಾಡದೆ ಮೇಲೆ ಇನ್ನಷ್ಟು ಅನುದಾನ ನೀಡಲಾಗುವುದು ಎಂದು ಮುಖ್ಯಮಂತ್ರಿ ಸಿದ್ದರಾಮಯ್ಯ ಹೇಳಿದರು. — [355, 678, 589, 742]
brief-body: ಜಿಲ್ಲೆಯ ಮಾಯಕೊಂಡ ಠಾಣಾ ವ್ಯಾಪ್ತಿಯ ಗ್ರಾಮವೊಂದರಲ್ಲಿ ಅಪ್ರಾಪ್ತ ಬಾಲಕಿಯೊಬ್ಬಳ ಮೇಲೆ ಬಾಲಕರು ಲೈಂಗಿಕ ದೌರ್ಜನ್ಯ ನಡೆಸಿರುವ ಘಟನೆ ತಡವಾಗಿ ಬೆಳಕಿಗೆ ಬಂದಿದೆ. ಈ ಬಗ್ಗೆ ಪ್ರಕರಣ ದಾಖಲಿಸಿಕೊಂಡ ಪೊಲೀಸರು ತನಿಖೆ ಕೈಗೊಂಡಿದ್ದಾರೆ. — [46, 1516, 338, 1561]
brand-name: ಹೊಸ ದಿಗಂತ — [1198, 61, 1354, 103]
body-text — [1080, 1291, 1497, 1866]
para-3: ಸಂತ್ರಸ್ತರ ಪೋಷಕರು ಹಾಗೂ ಕುಟುಂಬದ ಸದಸ್ಯರು ದೂರು ಸಲ್ಲಿಸಬಹುದು. ಶಿಕ್ಷಣ ಸಂಸ್ಥೆಗಳು ದೂರು ಸ್ವೀಕರಿಸಲು ಸಮಿತಿ ರಚಿಸಬೇಕು. ಉಲ್ಲಂಘನೆ ಮಾಡಿದ ಸಂಸ್ಥೆಗಳಿಗೆ ಸರ್ಕಾರದ ಅನುದಾನ ಸ್ಥಗಿತಗೊಳಿಸಲಾಗುವುದು. — [1295, 1293, 1497, 1355]
kmf-photo — [799, 1382, 906, 1528]
pull-quote-text: ಬಿಜೆಪಿಯ ಮನೆ ದೇವರೇ ಸುಳ್ಳು. ಅವರು ಕೇಂದ್ರದಲ್ಲಿ ಸರ್ಕಾರದಲ್ಲಿದ್ದರೂ ರಾಜ್ಯಕ್ಕೆ ನೀಡಬೇಕಾದ ನ್ಯಾಯಬದ್ಧ ಪಾಲನ್ನು ನೀಡುತ್ತಿಲ್ಲ. ಕೇಂದ್ರದಿಂದ ಆಗಿರುವ ಅನ್ಯಾಯವನ್ನು ಸರಿಪಡಿಸಲು ಮನವಿ ಮಾಡಲಾಗಿದೆ ಎಂದರು. — [731, 960, 1067, 1067]
para-2: ತಾಲೂಕಿನ ಯರಗೇರಾ ಗ್ರಾಮದಲ್ಲಿ ಆಯೋಜಿಸಿದ್ದ ಜಿಲ್ಲಾ ಮಟ್ಟದ ಕಾರ್ಯಕ್ರಮದಲ್ಲಿ ಉದ್ಘಾಟಿಸಿ ಅವರು ಮಾತನಾಡಿದರು. 371ಜೆ ಜಾರಿಯಾದ ನಂತರ ಶಿಕ್ಷಣ, ಉದ್ಯೋಗದಲ್ಲಿ ಈ ಭಾಗದ ಜನರಿಗೆ ಹೆಚ್ಚಿನ ಅವಕಾಶ ಸಿಕ್ಕಿದೆ. 936 ಕೋಟಿ ವೆಚ್ಚದ ವಿವಿಧ ಕಾಮಗಾರಿಗಳಿಗೆ ಭೂಮಿಪೂಜೆ ನೆರವೇರಿಸಲಾಗಿದೆ ಎಂದರು. — [355, 747, 589, 828]
tribute-scene-icon — [453, 150, 1077, 464]
lead-story — [355, 568, 1067, 1233]
color-dot — [538, 2354, 548, 2365]
color-dot — [1391, 2354, 1402, 2365]
body-text — [799, 1318, 1064, 1369]
color-dot — [1375, 2354, 1385, 2365]
lead-kicker: 13,500 ಕೋಟಿ ರೂ.ಅನುದಾನ ಬಿಡುಗಡೆ: ಸಿಎಂ ಸಿದ್ದರಾಮಯ್ಯ — [355, 570, 836, 597]
pull-quote: ಅನ್ಯಾಯ ಸರಿಪಡಿಸಲು ಮನವಿ — [601, 963, 720, 1008]
body-col-1 — [46, 1967, 353, 2335]
color-dot — [204, 2354, 215, 2365]
body-paragraph: ಜಗತ್ತಿನಲ್ಲಿ ಯಾವ ದೇಶಕ್ಕೂ ಯುದ್ಧ ಒಳ್ಳೆಯದಲ್ಲ. ಒಂದು ದೇಶ ಮತ್ತೊಂದು ದೇಶದ ಮೇಲೆ ಯುದ್ಧ ಮಾಡಬಾರದು. ವಿವಾದಗಳನ್ನು ಮಾತುಕತೆ ಮೂಲಕ ಬಗೆಹರಿಸಿಕೊಳ್ಳಬೇಕು ಎಂದು ಎಐಸಿಸಿ ಅಧ್ಯಕ್ಷ, ರಾಜ್ಯಸಭೆ ವಿಪಕ್ಷ ನಾಯಕ ಡಾ.ಮಲ್ಲಿಕಾರ್ಜುನ ಖರ್ಗೆ ಹೇಳಿದರು. — [46, 225, 430, 276]
page-number: ೦೫ — [1221, 104, 1261, 146]
story-caste — [1080, 1248, 1497, 1869]
brief-body: ಆಳಂದ ಶಾಸಕ ಬಿ.ಆರ್.ಪಾಟೀಲರ ನಂತರ ಈಗ ಬೆಳಗಾವಿ ಜಿಲ್ಲೆಯ ಕಾಗವಾಡ ಕ್ಷೇತ್ರದ ಶಾಸಕ ರಾಜು ಕಾಗೆ ಬಹಿರಂಗವಾಗಿಯೇ ಸ್ವಪಕ್ಷದ ವಿರುದ್ಧ ಅಸಮಾಧಾನ ಹೊರಹಾಕಿದ್ದಾರೆ. ಅನುದಾನ ಬಿಡುಗಡೆ ಮಾಡದ ಕಾರಣಕ್ಕೆ ಶಾಸಕ ಸ್ಥಾನಕ್ಕೆ ರಾಜೀನಾಮೆ ನೀಡಲು ಸಿದ್ಧ ಎಂದು ಹೇಳಿದ್ದಾರೆ. ಕ್ಷೇತ್ರದ ಅಭಿವೃದ್ಧಿ ಕೆಲಸಗಳು ನಡೆಯದೆ ಇರುವುದರಿಂದ ಜನರಿಗೆ ಉತ್ತರ ನೀಡಲು ಆಗುತ್ತಿಲ್ಲ ಎಂದರು. — [46, 1053, 338, 1130]
portrait-icon — [48, 282, 183, 402]
dateline-place: ಕಾಗವಾಡ: — [46, 1053, 80, 1064]
